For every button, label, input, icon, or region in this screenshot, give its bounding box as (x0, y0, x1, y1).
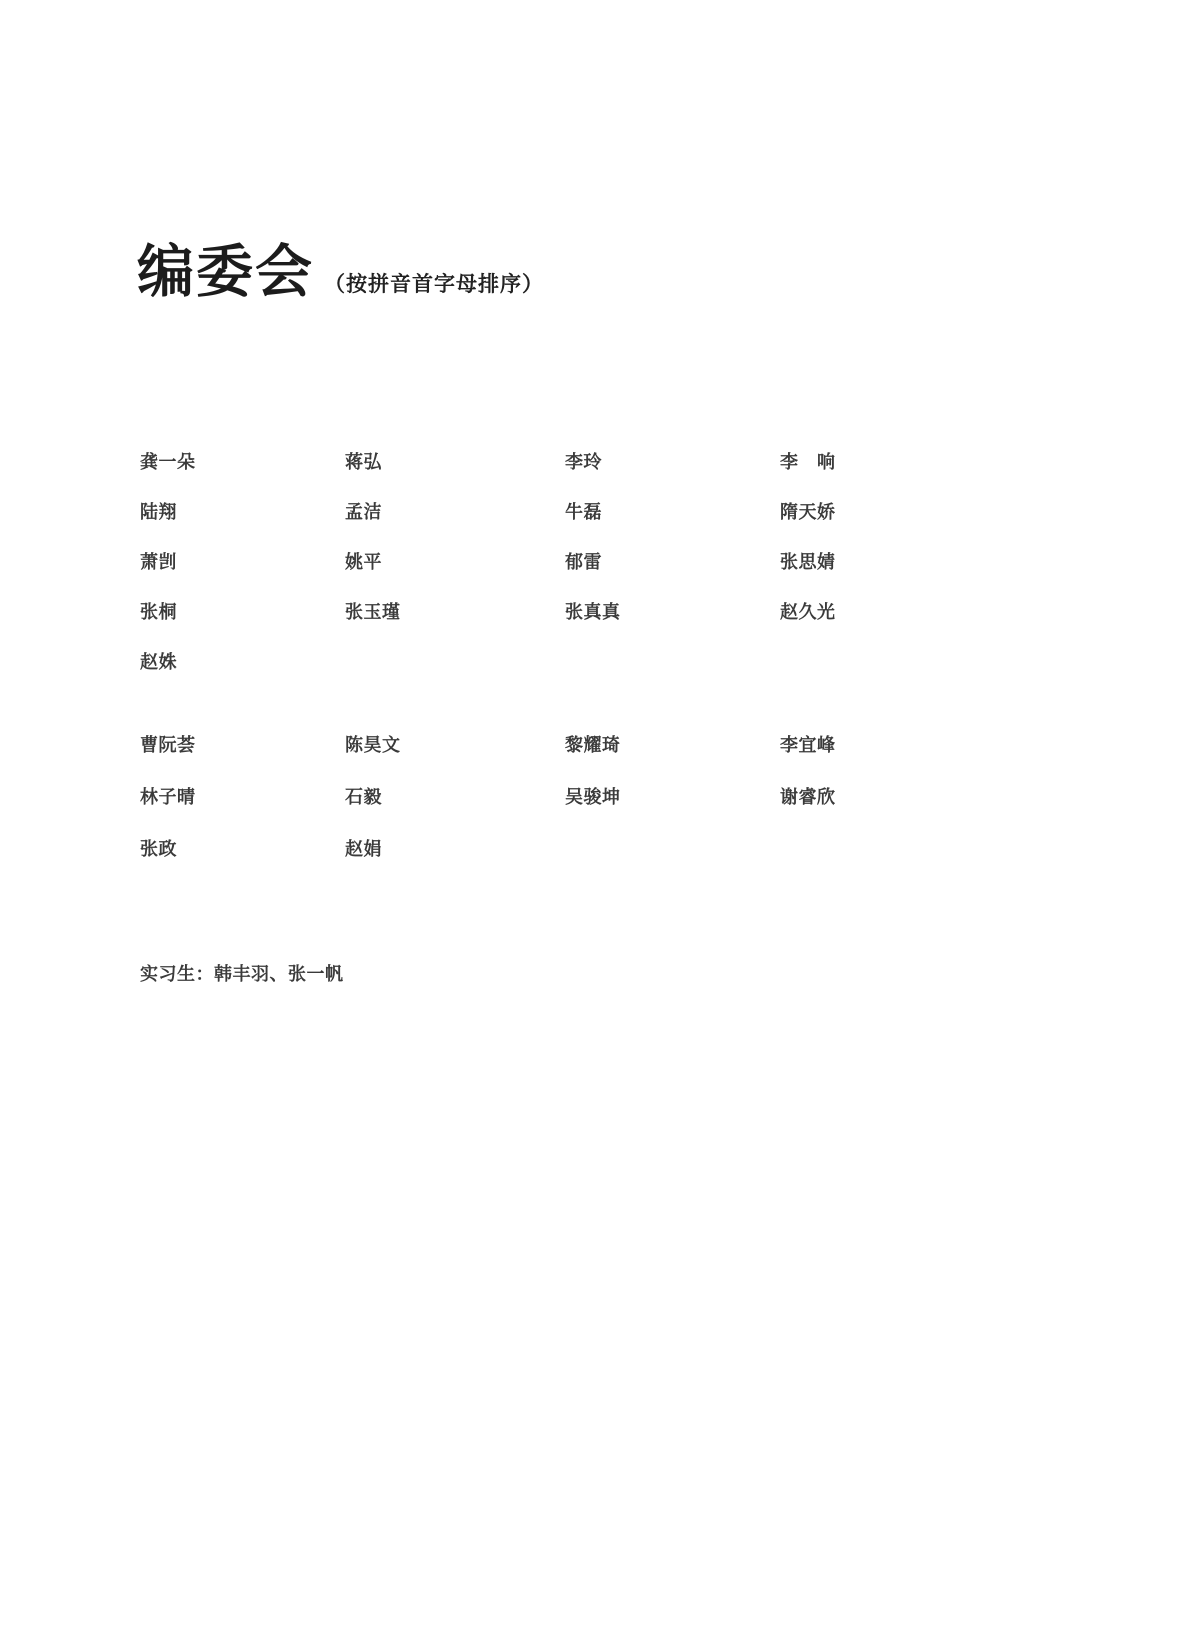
member-name: 张桐 (140, 602, 177, 622)
member-name: 萧剀 (140, 552, 177, 572)
member-name (780, 650, 910, 700)
committee-grid-1 (140, 450, 910, 700)
member-name: 隋天娇 (780, 502, 836, 522)
member-name: 郁雷 (565, 552, 602, 572)
member-name: 赵娟 (345, 839, 382, 859)
member-name: 龚一朵 (140, 452, 196, 472)
member-name (780, 837, 910, 889)
member-name: 吴骏坤 (565, 787, 621, 807)
member-name: 张政 (140, 839, 177, 859)
member-name: 李玲 (565, 452, 602, 472)
member-name: 陆翔 (140, 502, 177, 522)
member-name: 陈昊文 (345, 735, 401, 755)
member-name: 姚平 (345, 552, 382, 572)
member-name (565, 837, 780, 889)
member-name: 蒋弘 (345, 452, 382, 472)
member-name: 孟洁 (345, 502, 382, 522)
member-name: 黎耀琦 (565, 735, 621, 755)
committee-grid-2 (140, 733, 910, 889)
member-name: 谢睿欣 (780, 787, 836, 807)
interns-line: 实习生：韩丰羽、张一帆 (140, 964, 344, 984)
member-name: 牛磊 (565, 502, 602, 522)
member-name: 赵久光 (780, 602, 836, 622)
member-name: 李 响 (780, 452, 836, 472)
member-name: 张真真 (565, 602, 621, 622)
member-name: 石毅 (345, 787, 382, 807)
page-subtitle: （按拼音首字母排序） (324, 272, 544, 296)
page-title: 编委会 (137, 241, 314, 304)
member-name: 张思婧 (780, 552, 836, 572)
title-block (137, 240, 544, 306)
member-name: 曹阮荟 (140, 735, 196, 755)
member-name: 林子晴 (140, 787, 196, 807)
member-name: 李宜峰 (780, 735, 836, 755)
member-name (345, 650, 565, 700)
member-name: 赵姝 (140, 652, 177, 672)
member-name (565, 650, 780, 700)
member-name: 张玉瑾 (345, 602, 401, 622)
